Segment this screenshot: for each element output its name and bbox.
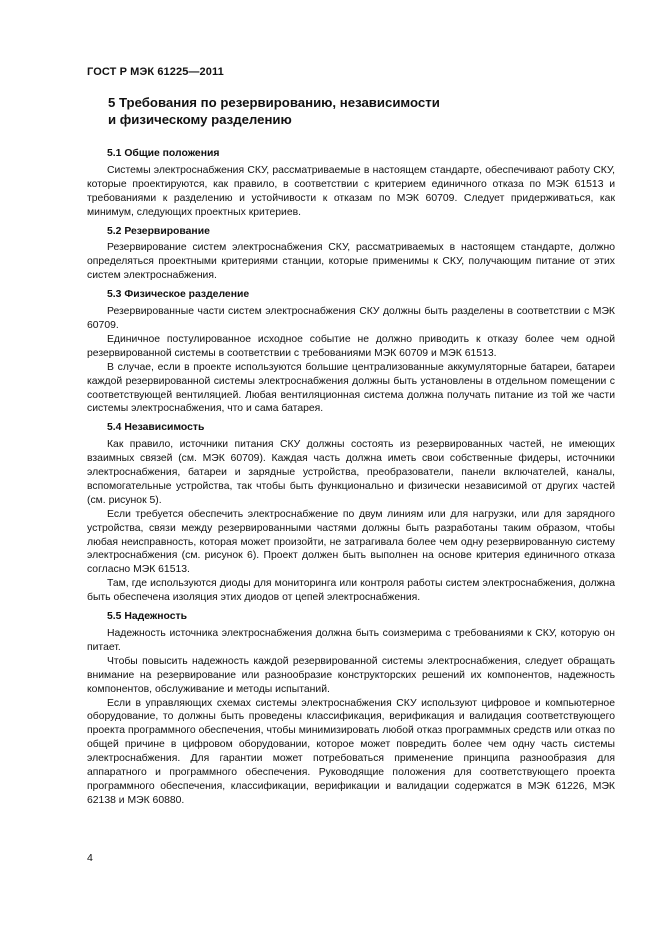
section-title-line2: и физическому разделению	[108, 112, 292, 127]
paragraph: Если требуется обеспечить электроснабжение по двум линиям или для нагрузки, или для зарядного устройства, связи между резервированными частями должны быть разработаны таким образом, чтобы любая неисправность, которая может произойти, не затрагивала более чем одну резервированную систему электроснабжения (см. рисунок 6). Проект должен быть выполнен на основе критерия единичного отказа согласно МЭК 61513.	[87, 508, 615, 576]
subsection-heading-5-2: 5.2 Резервирование	[107, 225, 210, 237]
paragraph: Там, где используются диоды для мониторинга или контроля работы систем электроснабжения, должна быть обеспечена изоляция этих диодов от цепей электроснабжения.	[87, 578, 615, 604]
paragraph: Как правило, источники питания СКУ должны состоять из резервированных частей, не имеющих взаимных связей (см. МЭК 60709). Каждая часть должна иметь свои собственные фидеры, источники электроснабжения, батареи и зарядные устройства, преобразователи, панели включателей, каналы, вспомогательные устройства, так чтобы быть функционально и физически независимой от других частей (см. рисунок 5).	[87, 439, 615, 506]
paragraph: Надежность источника электроснабжения должна быть соизмерима с требованиями к СКУ, которую он питает.	[87, 628, 615, 653]
section-title	[108, 94, 528, 128]
paragraph: Резервирование систем электроснабжения СКУ, рассматриваемых в настоящем стандарте, должно определяться проектными критериями станции, которые применимы к СКУ, получающим питание от этих систем электроснабжения.	[87, 242, 615, 282]
paragraph: В случае, если в проекте используются большие централизованные аккумуляторные батареи, батареи каждой резервированной системы электроснабжения должны быть установлены в отдельном помещении с соответствующей вентиляцией. Любая вентиляционная система должна получать питание из той же части системы электроснабжения, что и сама батарея.	[87, 361, 615, 415]
paragraph: Резервированные части систем электроснабжения СКУ должны быть разделены в соответствии с МЭК 60709.	[87, 306, 615, 331]
subsection-heading-5-3: 5.3 Физическое разделение	[107, 289, 250, 301]
paragraph: Единичное постулированное исходное событие не должно приводить к отказу более чем одной резервированной системы в соответствии с требованиями МЭК 60709 и МЭК 61513.	[87, 333, 615, 359]
subsection-heading-5-1: 5.1 Общие положения	[107, 148, 220, 159]
page-number: 4	[87, 852, 93, 864]
paragraph: Если в управляющих схемах системы электроснабжения СКУ используют цифровое и компьютерное оборудование, то должны быть проведены классификация, верификация и валидация соответствующего проекта программного обеспечения, чтобы минимизировать любой отказ программных средств или отказ по общей причине в цифровом оборудовании, которое может повредить более чем одну часть системы электроснабжения. Для гарантии может потребоваться применение принципа разнообразия для аппаратного и программного обеспечения. Руководящие положения для соответствующего проекта программного обеспечения, классификации, верификации и валидации содержатся в МЭК 61226, МЭК 62138 и МЭК 60880.	[87, 697, 615, 806]
paragraph: Системы электроснабжения СКУ, рассматриваемые в настоящем стандарте, обеспечивают работу СКУ, которые проектируются, как правило, в соответствии с критерием единичного отказа по МЭК 61513 и требованиями к разделению и устойчивости к отказам по МЭК 60709. Следует придерживаться, как минимум, следующих проектных критериев.	[87, 164, 615, 218]
document-header: ГОСТ Р МЭК 61225—2011	[87, 66, 224, 78]
document-body	[87, 147, 615, 808]
paragraph: Чтобы повысить надежность каждой резервированной системы электроснабжения, следует обращать внимание на резервирование или разнообразие конструкторских решений их компонентов, надежность компонентов, обслуживание и методы испытаний.	[87, 655, 615, 695]
subsection-heading-5-5: 5.5 Надежность	[107, 611, 187, 623]
section-title-line1: 5 Требования по резервированию, независимости	[108, 95, 440, 110]
subsection-heading-5-4: 5.4 Независимость	[107, 422, 205, 434]
